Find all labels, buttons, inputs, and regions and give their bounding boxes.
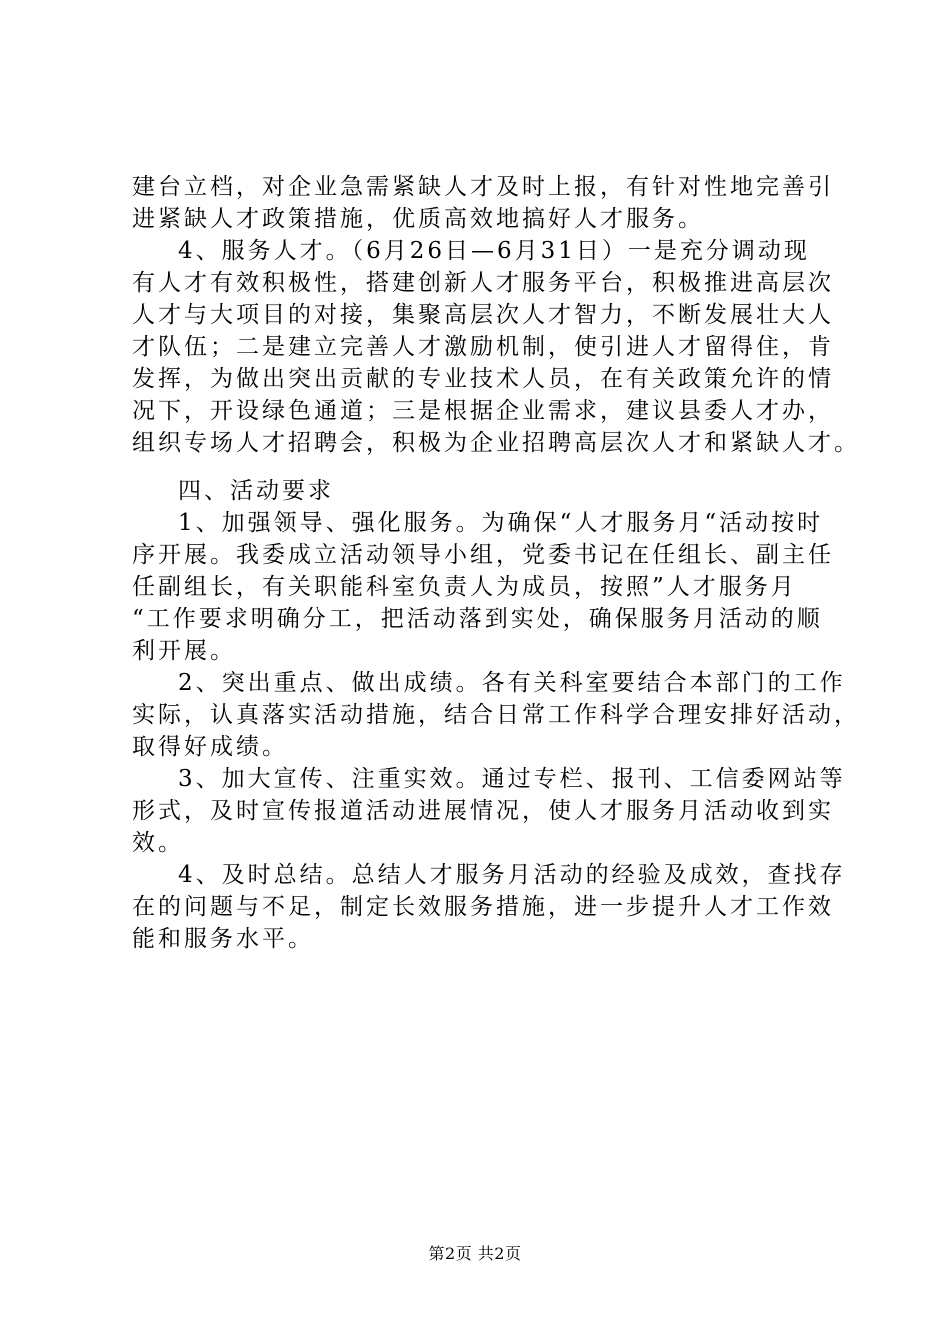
paragraph-line: 组织专场人才招聘会，积极为企业招聘高层次人才和紧缺人才。 [132, 430, 860, 456]
paragraph-line: 建台立档，对企业急需紧缺人才及时上报，有针对性地完善引 [132, 174, 834, 200]
paragraph-line: 人才与大项目的对接，集聚高层次人才智力，不断发展壮大人 [132, 302, 834, 328]
paragraph-line: 进紧缺人才政策措施，优质高效地搞好人才服务。 [132, 206, 704, 232]
paragraph-line: 在的问题与不足，制定长效服务措施，进一步提升人才工作效 [132, 894, 834, 920]
page-number: 第2页 共2页 [428, 1244, 522, 1263]
paragraph-line: “工作要求明确分工，把活动落到实处，确保服务月活动的顺 [132, 606, 823, 632]
document-body [132, 171, 860, 955]
paragraph-line: 才队伍；二是建立完善人才激励机制，使引进人才留得住，肯 [132, 334, 834, 360]
paragraph-line: 2、突出重点、做出成绩。各有关科室要结合本部门的工作 [178, 670, 846, 696]
paragraph-line: 发挥，为做出突出贡献的专业技术人员，在有关政策允许的情 [132, 366, 834, 392]
paragraph-line: 4、及时总结。总结人才服务月活动的经验及成效，查找存 [178, 862, 846, 888]
paragraph-line: 任副组长，有关职能科室负责人为成员，按照”人才服务月 [132, 574, 797, 600]
paragraph-line: 4、服务人才。（6月26日—6月31日）一是充分调动现 [178, 238, 810, 264]
paragraph-line: 况下，开设绿色通道；三是根据企业需求，建议县委人才办， [132, 398, 834, 424]
paragraph-line: 实际，认真落实活动措施，结合日常工作科学合理安排好活动， [132, 702, 860, 728]
paragraph-line: 取得好成绩。 [132, 734, 288, 760]
section-heading: 四、活动要求 [178, 478, 334, 504]
paragraph-line: 序开展。我委成立活动领导小组，党委书记在任组长、副主任 [132, 542, 834, 568]
paragraph-line: 1、加强领导、强化服务。为确保“人才服务月“活动按时 [178, 510, 824, 536]
paragraph-line: 效。 [132, 830, 184, 856]
paragraph-line: 形式，及时宣传报道活动进展情况，使人才服务月活动收到实 [132, 798, 834, 824]
paragraph-gap [132, 459, 852, 475]
page-footer [0, 1244, 950, 1264]
paragraph-line: 能和服务水平。 [132, 926, 314, 952]
paragraph-line: 利开展。 [132, 638, 236, 664]
paragraph-line: 3、加大宣传、注重实效。通过专栏、报刊、工信委网站等 [178, 766, 846, 792]
paragraph-line: 有人才有效积极性，搭建创新人才服务平台，积极推进高层次 [132, 270, 834, 296]
